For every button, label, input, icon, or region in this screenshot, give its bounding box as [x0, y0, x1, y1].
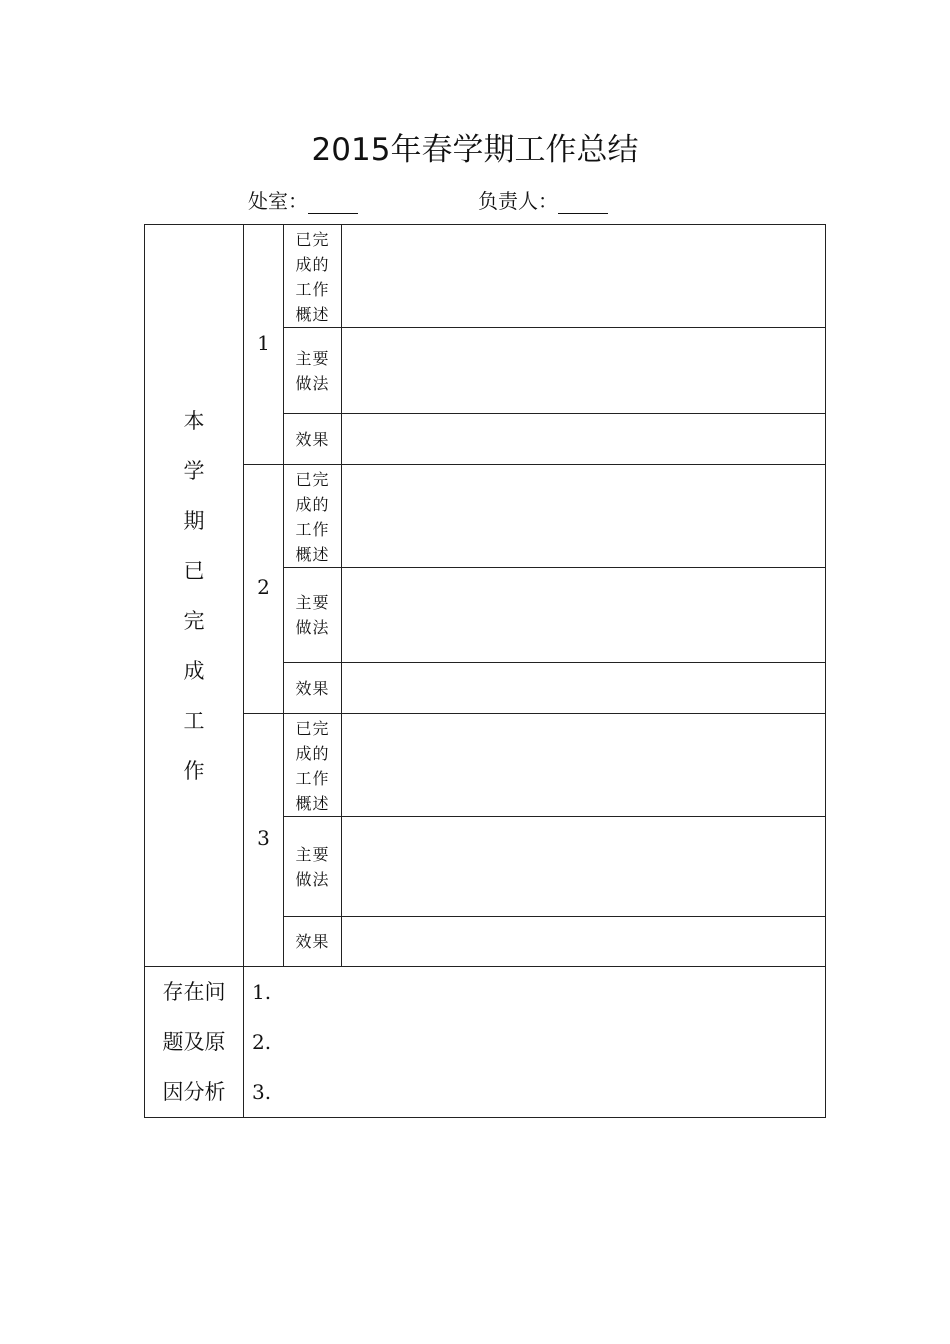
row-label-effect: 效果	[284, 917, 342, 967]
section-label-char: 已	[183, 558, 205, 583]
issues-label-line: 因分析	[162, 1080, 226, 1104]
content-cell-method[interactable]	[342, 328, 826, 414]
row-label-method: 主要做法	[284, 568, 342, 663]
section-label-char: 学	[183, 458, 205, 483]
section-label-char: 期	[183, 508, 205, 533]
group-number: 1	[244, 225, 284, 465]
row-label-overview: 已完成的工作概述	[284, 465, 342, 568]
department-blank[interactable]	[308, 195, 358, 214]
group-number: 2	[244, 465, 284, 714]
row-label-effect: 效果	[284, 414, 342, 465]
content-cell-effect[interactable]	[342, 663, 826, 714]
row-label-method: 主要做法	[284, 328, 342, 414]
content-cell-overview[interactable]	[342, 714, 826, 817]
row-label-effect: 效果	[284, 663, 342, 714]
row-label-overview: 已完成的工作概述	[284, 714, 342, 817]
issues-label-line: 题及原	[162, 1030, 226, 1054]
content-cell-method[interactable]	[342, 817, 826, 917]
issues-label	[145, 967, 244, 1118]
group-number: 3	[244, 714, 284, 967]
department-field	[248, 186, 358, 216]
section-label-char: 工	[183, 708, 205, 733]
owner-label: 负责人：	[478, 189, 558, 213]
owner-field	[478, 186, 608, 216]
issue-item[interactable]: 1.	[252, 980, 272, 1004]
summary-table	[144, 224, 826, 1118]
content-cell-method[interactable]	[342, 568, 826, 663]
content-cell-overview[interactable]	[342, 465, 826, 568]
section-label-char: 作	[183, 758, 205, 783]
row-label-overview: 已完成的工作概述	[284, 225, 342, 328]
section-label-char: 完	[183, 608, 205, 633]
issues-list[interactable]	[244, 967, 826, 1118]
content-cell-effect[interactable]	[342, 917, 826, 967]
issue-item[interactable]: 2.	[252, 1030, 272, 1054]
content-cell-overview[interactable]	[342, 225, 826, 328]
owner-blank[interactable]	[558, 195, 608, 214]
issue-item[interactable]: 3.	[252, 1080, 272, 1104]
document-title: 2015年春学期工作总结	[311, 132, 639, 168]
section-label-char: 本	[183, 408, 205, 433]
row-label-method: 主要做法	[284, 817, 342, 917]
department-label: 处室：	[248, 189, 308, 213]
content-cell-effect[interactable]	[342, 414, 826, 465]
section-label-char: 成	[183, 658, 205, 683]
issues-label-line: 存在问	[162, 980, 226, 1004]
section-label-completed-work	[145, 225, 244, 967]
